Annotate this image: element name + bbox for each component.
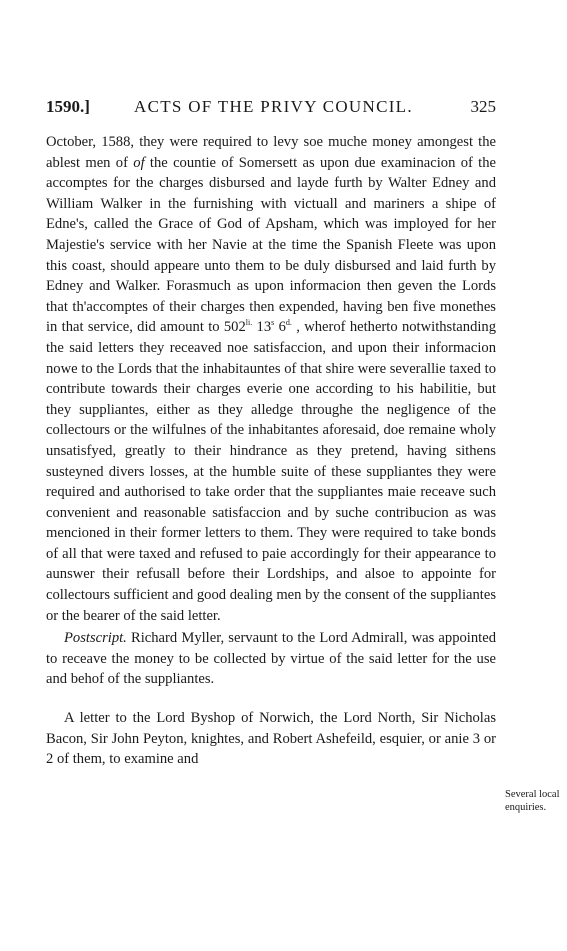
postscript-paragraph bbox=[46, 628, 496, 690]
page-number: 325 bbox=[470, 97, 496, 116]
amount-text: 13 bbox=[252, 319, 272, 336]
amount-text: 6 bbox=[274, 319, 286, 336]
header-title: ACTS OF THE PRIVY COUNCIL. bbox=[134, 97, 413, 116]
postscript-text: Richard Myller, servaunt to the Lord Admirall, was appointed to receave the money to be collected by virtue of the said letter for the use and behof of the suppliantes. bbox=[46, 630, 496, 688]
italic-word: of bbox=[133, 154, 145, 171]
header-year: 1590.] bbox=[46, 97, 90, 116]
paragraph-text: the countie of Somersett as upon due examinacion of the accomptes for the charges disbursed and layde furth by Walter Edney and William Walker in the furnishing with victuall and mariners a shipe of Edne's, called the Grace of God of Apsham, which was imployed for her Majestie's service with her Navie at the time the Spanish Fleete was upon this coast, should appeare unto them to be duly disbursed and laid furth by Edney and Walker. Forasmuch as upon informacion then geven the Lords that th'accomptes of their charges then expended, having ben five monethes in that service, did amount to 502 bbox=[46, 154, 496, 336]
margin-note: Several local enquiries. bbox=[505, 789, 560, 813]
currency-superscript: s bbox=[271, 318, 275, 328]
running-header bbox=[46, 97, 496, 121]
main-text bbox=[46, 132, 496, 770]
letter-paragraph bbox=[46, 708, 496, 770]
paragraph-text: , wherof hetherto notwithstanding the said letters they receaved noe satisfaccion, and upon their informacion nowe to the Lords that the inhabitauntes of that shire were severallie taxed to contribute towards their charges everie one according to his habilitie, but they suppliantes, either as they alledge throughe the negligence of the collectours or the wilfulnes of the inhabitantes aforesaid, doe remaine wholy unsatisfyed, greatly to their hindrance as they pretend, having sithens susteyned divers losses, at the humble suite of these suppliantes they were required and authorised to take order that the suppliantes maie receave such convenient and reasonable satisfaccion and by suche contribucion as was mencioned in their former letters to them. They were required to take bonds of all that were taxed and refused to paie accordingly for their appearance to aunswer their refusall before their Lordships, and alsoe to appointe for collectours sufficient and good dealing men by the consent of the suppliantes or the bearer of the said letter. bbox=[46, 319, 497, 624]
currency-superscript: li. bbox=[245, 318, 253, 328]
currency-superscript: d. bbox=[285, 318, 292, 328]
paragraph-continuation bbox=[46, 132, 496, 626]
paragraph-text: October, 1588, they were required to levy soe muche money amongest the ablest men of bbox=[46, 134, 496, 171]
paragraph-text: A letter to the Lord Byshop of Norwich, the Lord North, Sir Nicholas Bacon, Sir John Peyton, knightes, and Robert Ashefeild, esquier, or anie 3 or 2 of them, to examine and bbox=[46, 710, 496, 768]
postscript-label: Postscript. bbox=[64, 630, 127, 647]
